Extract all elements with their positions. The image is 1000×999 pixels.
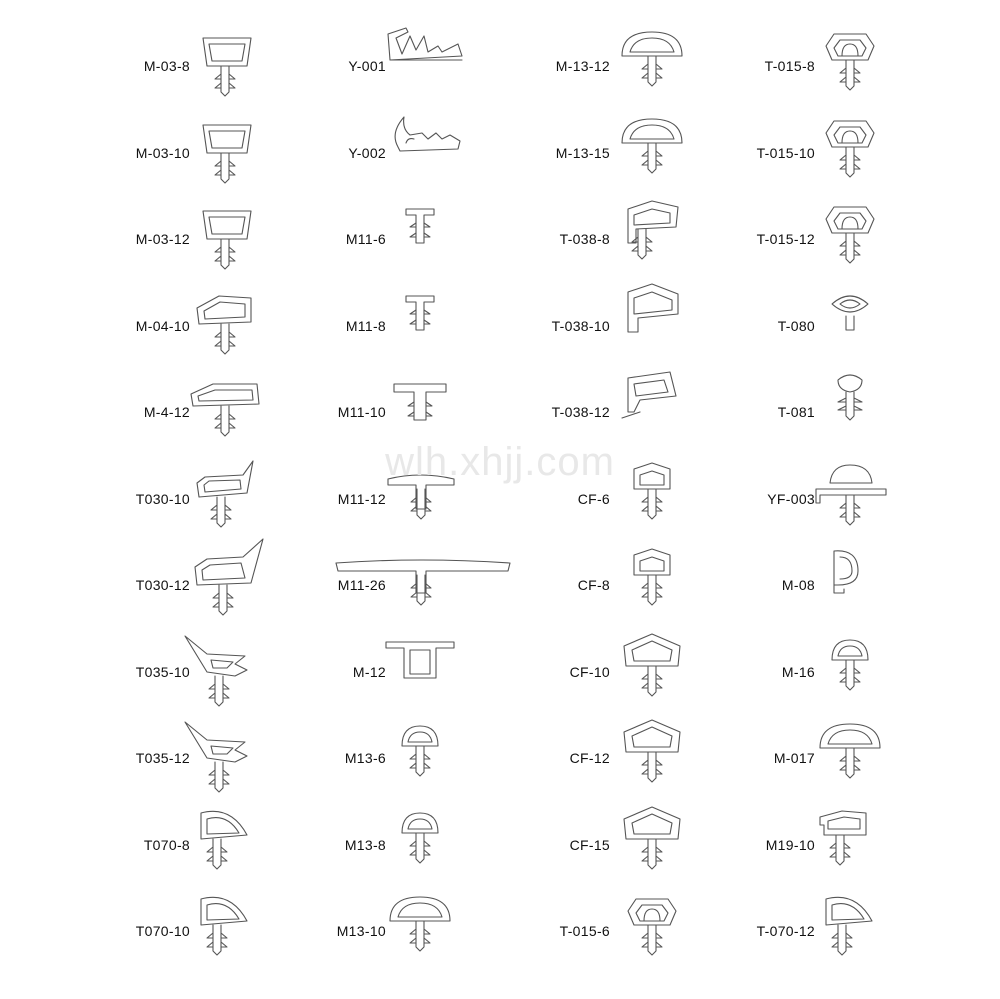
profile-code-label: M-03-8 <box>143 58 190 74</box>
seal-profile-drawing <box>380 632 460 688</box>
profile-code-label: M13-6 <box>344 750 386 766</box>
catalog-item <box>250 887 500 975</box>
seal-profile-drawing <box>380 805 460 861</box>
profile-code-label: T-015-12 <box>756 231 815 247</box>
seal-profile-drawing <box>612 891 692 947</box>
seal-profile-drawing <box>810 632 890 688</box>
seal-profile-drawing <box>612 805 692 861</box>
catalog-item <box>0 368 250 456</box>
catalog-item <box>250 195 500 283</box>
seal-profile-drawing <box>810 805 890 861</box>
profile-code-label: T-015-8 <box>764 58 815 74</box>
seal-profile-drawing <box>380 459 460 515</box>
profile-code-label: T-038-8 <box>559 231 610 247</box>
seal-profile-drawing <box>612 632 692 688</box>
catalog-item <box>0 22 250 110</box>
profile-code-label: T035-10 <box>135 663 190 680</box>
profile-code-label: CF-12 <box>569 750 610 766</box>
catalog-item <box>500 541 750 629</box>
catalog-item <box>250 282 500 370</box>
profile-code-label: M11-10 <box>337 404 386 420</box>
profile-code-label: M19-10 <box>765 836 815 853</box>
seal-profile-drawing <box>810 286 890 342</box>
catalog-item <box>500 887 750 975</box>
catalog-item <box>0 455 250 543</box>
profile-code-label: CF-10 <box>569 663 610 680</box>
seal-profile-drawing <box>612 718 692 774</box>
seal-profile-drawing <box>612 113 692 169</box>
catalog-item <box>750 195 1000 283</box>
profile-code-label: T035-12 <box>135 750 190 766</box>
seal-profile-drawing <box>380 545 460 601</box>
seal-profile-drawing <box>810 113 890 169</box>
catalog-item <box>0 801 250 889</box>
seal-profile-drawing <box>612 26 692 82</box>
seal-profile-drawing <box>810 459 890 515</box>
profile-code-label: T-070-12 <box>756 923 815 939</box>
seal-profile-drawing <box>810 545 890 601</box>
profile-code-label: M-12 <box>352 663 386 680</box>
catalog-item <box>0 887 250 975</box>
seal-profile-drawing <box>380 199 460 255</box>
catalog-item <box>500 195 750 283</box>
catalog-item <box>750 22 1000 110</box>
profile-code-label: T-038-12 <box>551 404 610 420</box>
profile-code-label: T-038-10 <box>551 317 610 334</box>
catalog-item <box>750 282 1000 370</box>
profile-code-label: M-13-15 <box>555 144 610 161</box>
catalog-item <box>500 455 750 543</box>
catalog-item <box>500 628 750 716</box>
profile-code-label: M11-26 <box>337 577 386 593</box>
profile-code-label: T-015-10 <box>756 144 815 161</box>
seal-profile-drawing <box>810 718 890 774</box>
catalog-item <box>250 109 500 197</box>
seal-profile-drawing <box>380 113 460 169</box>
profile-code-label: T030-12 <box>135 577 190 593</box>
seal-profile-drawing <box>380 718 460 774</box>
seal-profile-drawing <box>380 286 460 342</box>
profile-code-label: Y-001 <box>348 58 386 74</box>
profile-code-label: M-04-10 <box>135 317 190 334</box>
catalog-item <box>250 541 500 629</box>
profile-code-label: M-16 <box>781 663 815 680</box>
catalog-item <box>500 801 750 889</box>
catalog-item <box>750 714 1000 802</box>
catalog-item <box>250 455 500 543</box>
seal-profile-drawing <box>380 372 460 428</box>
profile-code-label: CF-15 <box>569 836 610 853</box>
catalog-item <box>750 368 1000 456</box>
profile-code-label: M-017 <box>773 750 815 766</box>
profile-code-label: M13-8 <box>344 836 386 853</box>
catalog-item <box>250 801 500 889</box>
catalog-item <box>500 368 750 456</box>
profile-code-label: T070-8 <box>143 836 190 853</box>
seal-profile-drawing <box>612 459 692 515</box>
profile-code-label: M11-8 <box>345 317 386 334</box>
catalog-item <box>0 628 250 716</box>
catalog-item <box>250 714 500 802</box>
profile-code-label: YF-003 <box>767 490 815 507</box>
profile-code-label: Y-002 <box>348 144 386 161</box>
seal-profile-drawing <box>612 545 692 601</box>
catalog-item <box>750 541 1000 629</box>
catalog-item <box>750 109 1000 197</box>
seal-profile-drawing <box>380 26 460 82</box>
seal-profile-drawing <box>810 199 890 255</box>
profile-code-label: T-081 <box>777 404 815 420</box>
catalog-item <box>500 22 750 110</box>
catalog-item <box>750 628 1000 716</box>
profile-code-label: M-4-12 <box>143 404 190 420</box>
profile-code-label: CF-8 <box>577 577 610 593</box>
profile-code-label: M-13-12 <box>555 58 610 74</box>
catalog-item <box>750 455 1000 543</box>
profile-code-label: M-03-10 <box>135 144 190 161</box>
watermark: wlh.xhjj.com <box>385 440 615 484</box>
profile-code-label: M11-6 <box>345 231 386 247</box>
profile-code-label: M11-12 <box>337 490 386 507</box>
catalog-item <box>750 887 1000 975</box>
seal-profile-drawing <box>810 891 890 947</box>
seal-profile-drawing <box>612 199 692 255</box>
catalog-item <box>250 22 500 110</box>
catalog-item <box>500 714 750 802</box>
catalog-item <box>750 801 1000 889</box>
seal-profile-drawing <box>612 286 692 342</box>
profile-code-label: M13-10 <box>336 923 386 939</box>
profile-code-label: T-080 <box>777 317 815 334</box>
catalog-item <box>500 282 750 370</box>
profile-code-label: M-08 <box>781 577 815 593</box>
catalog-item <box>250 628 500 716</box>
profile-code-label: T-015-6 <box>559 923 610 939</box>
catalog-item <box>500 109 750 197</box>
profile-code-label: CF-6 <box>577 490 610 507</box>
seal-profile-drawing <box>810 26 890 82</box>
seal-profile-drawing <box>810 372 890 428</box>
catalog-item <box>0 282 250 370</box>
seal-profile-drawing <box>380 891 460 947</box>
catalog-item <box>0 109 250 197</box>
seal-profile-drawing <box>612 372 692 428</box>
profile-code-label: M-03-12 <box>135 231 190 247</box>
profile-code-label: T070-10 <box>135 923 190 939</box>
catalog-item <box>250 368 500 456</box>
catalog-item <box>0 714 250 802</box>
catalog-item <box>0 541 250 629</box>
catalog-item <box>0 195 250 283</box>
profile-code-label: T030-10 <box>135 490 190 507</box>
